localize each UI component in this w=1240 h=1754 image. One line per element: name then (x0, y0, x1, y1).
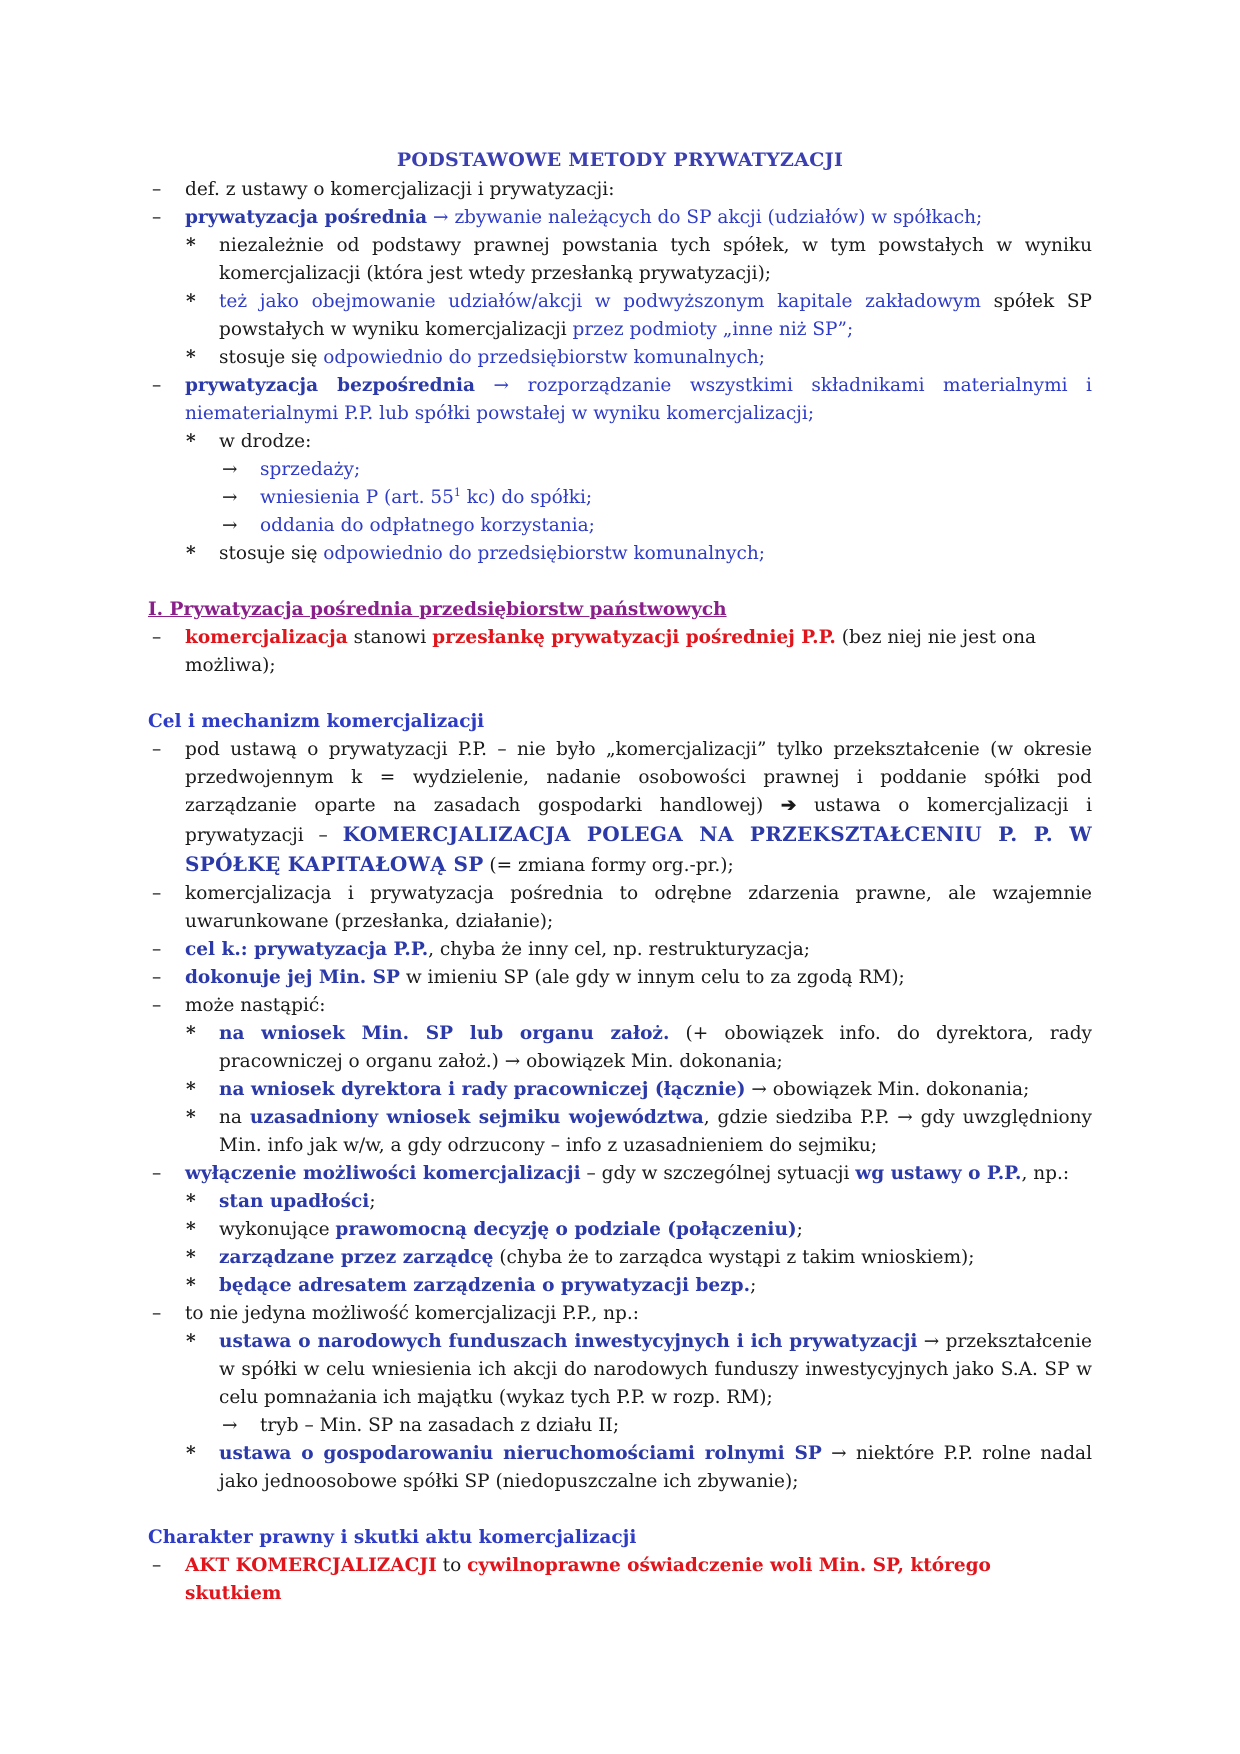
asterisk-marker: * (186, 1443, 196, 1464)
red-highlight: cywilnoprawne oświadczenie woli Min. SP, którego skutkiem (185, 1555, 991, 1604)
bullet-item (148, 1188, 1092, 1216)
bullet-text: niezależnie od podstawy prawnej powstania tych spółek, w tym powstałych w wyniku komercjalizacji (która jest wtedy przesłanką prywatyzacji); (219, 235, 1092, 284)
definition-bezposrednia: rozporządzanie wszystkimi składnikami materialnymi i niematerialnymi P.P. lub spółki powstałej w wyniku komercjalizacji; (185, 375, 1092, 424)
arrow-item (148, 484, 1092, 512)
bold-highlight: wyłączenie możliwości komercjalizacji (185, 1163, 581, 1184)
list-item (148, 880, 1092, 936)
bold-highlight: uzasadniony wniosek sejmiku województwa (249, 1107, 704, 1128)
bullet-item (148, 288, 1092, 344)
arrow-item-text: sprzedaży; (260, 459, 361, 480)
bullet-text: → przekształcenie w spółki w celu wniesienia ich akcji do narodowych funduszy inwestycyjnych jako S.A. SP w celu pomnażania ich majątku (wykaz tych P.P. w rozp. RM); (219, 1331, 1092, 1408)
list-item (148, 992, 1092, 1020)
bullet-item (148, 1076, 1092, 1104)
bullet-highlight: przez podmioty „inne niż SP”; (572, 319, 854, 340)
item-text: stanowi (347, 627, 433, 648)
dash-marker: – (152, 1555, 162, 1576)
list-item (148, 624, 1092, 680)
bullet-highlight: też jako obejmowanie udziałów/akcji w podwyższonym kapitale zakładowym (219, 291, 981, 312)
item-text: , np.: (1021, 1163, 1070, 1184)
bullet-highlight: odpowiednio do przedsiębiorstw komunalnych; (323, 347, 766, 368)
list-item (148, 1552, 1092, 1608)
item-text: (= zmiana formy org.-pr.); (483, 855, 734, 876)
bullet-text: , gdzie siedziba P.P. → gdy uwzględniony Min. info jak w/w, a gdy odrzucony – info z uzasadnieniem do sejmiku; (219, 1107, 1093, 1156)
dash-marker: – (152, 995, 162, 1016)
asterisk-marker: * (186, 347, 196, 368)
bullet-item (148, 232, 1092, 288)
arrow-marker: → (222, 1415, 238, 1436)
bullet-text: na (219, 1107, 250, 1128)
bold-highlight: ustawa o narodowych funduszach inwestycyjnych i ich prywatyzacji (219, 1331, 918, 1352)
arrow-glyph: → (433, 207, 449, 228)
arrow-item-text: wniesienia P (art. 55 (260, 487, 454, 508)
bullet-text: → niektóre P.P. rolne nadal jako jednoosobowe spółki SP (niedopuszczalne ich zbywanie); (219, 1443, 1092, 1492)
bullet-item (148, 1440, 1092, 1496)
dash-marker: – (152, 1163, 162, 1184)
bullet-item (148, 540, 1092, 568)
charakter-heading: Charakter prawny i skutki aktu komercjalizacji (148, 1527, 637, 1548)
bullet-item (148, 1244, 1092, 1272)
list-item (148, 936, 1092, 964)
bullet-item (148, 344, 1092, 372)
dash-marker: – (152, 375, 162, 396)
red-highlight: AKT KOMERCJALIZACJI (185, 1555, 437, 1576)
item-text: w imieniu SP (ale gdy w innym celu to za zgodą RM); (399, 967, 905, 988)
asterisk-marker: * (186, 1079, 196, 1100)
bold-highlight: będące adresatem zarządzenia o prywatyzacji bezp. (219, 1275, 751, 1296)
dash-marker: – (152, 207, 162, 228)
bullet-item (148, 1272, 1092, 1300)
caps-highlight: KOMERCJALIZACJA POLEGA NA PRZEKSZTAŁCENIU P. P. W SPÓŁKĘ KAPITAŁOWĄ SP (185, 822, 1092, 876)
bold-highlight: cel k.: prywatyzacja P.P. (185, 939, 429, 960)
dash-marker: – (152, 739, 162, 760)
bullet-item (148, 1216, 1092, 1244)
asterisk-marker: * (186, 1275, 196, 1296)
list-item-posrednia (148, 204, 1092, 232)
bold-highlight: na wniosek dyrektora i rady pracowniczej (łącznie) (219, 1079, 746, 1100)
bold-highlight: dokonuje jej Min. SP (185, 967, 400, 988)
dash-marker: – (152, 1303, 162, 1324)
dash-marker: – (152, 939, 162, 960)
bullet-text: stosuje się (219, 543, 324, 564)
arrow-item (148, 512, 1092, 540)
arrow-glyph: ➔ (780, 795, 797, 816)
bold-highlight: stan upadłości (219, 1191, 370, 1212)
arrow-marker: → (222, 515, 238, 536)
list-item (148, 1160, 1092, 1188)
arrow-marker: → (222, 459, 238, 480)
arrow-glyph: → (493, 375, 510, 396)
intro-text: def. z ustawy o komercjalizacji i prywatyzacji: (185, 179, 615, 200)
item-text: , chyba że inny cel, np. restrukturyzacja; (428, 939, 811, 960)
definition-posrednia: zbywanie należących do SP akcji (udziałów) w spółkach; (454, 207, 983, 228)
subsection-heading (148, 1524, 1092, 1552)
arrow-item (148, 1412, 1092, 1440)
bullet-item (148, 1020, 1092, 1076)
asterisk-marker: * (186, 235, 196, 256)
arrow-item (148, 456, 1092, 484)
asterisk-marker: * (186, 291, 196, 312)
bullet-text: w drodze: (219, 431, 312, 452)
asterisk-marker: * (186, 543, 196, 564)
bullet-item (148, 1328, 1092, 1412)
asterisk-marker: * (186, 1219, 196, 1240)
term-bezposrednia: prywatyzacja bezpośrednia (185, 375, 475, 396)
item-text: (bez niej nie jest ona możliwa); (185, 627, 1037, 676)
bullet-text: stosuje się (219, 347, 324, 368)
asterisk-marker: * (186, 431, 196, 452)
term-posrednia: prywatyzacja pośrednia (185, 207, 428, 228)
asterisk-marker: * (186, 1191, 196, 1212)
section-heading (148, 596, 1092, 624)
list-item (148, 1300, 1092, 1328)
subsection-heading (148, 708, 1092, 736)
red-highlight: komercjalizacja (185, 627, 348, 648)
item-text: pod ustawą o prywatyzacji P.P. – nie było „komercjalizacji” tylko przekształcenie (w okresie przedwojennym k = wydzielenie, nadanie osobowości prawnej i poddanie spółki pod zarządzanie oparte na zasadach gospodarki handlowej) (185, 739, 1092, 816)
bullet-text: ; (796, 1219, 803, 1240)
asterisk-marker: * (186, 1107, 196, 1128)
asterisk-marker: * (186, 1331, 196, 1352)
bullet-text: → obowiązek Min. dokonania; (745, 1079, 1030, 1100)
bullet-text: ; (369, 1191, 376, 1212)
item-text: to (436, 1555, 468, 1576)
bullet-text: wykonujące (219, 1219, 336, 1240)
asterisk-marker: * (186, 1247, 196, 1268)
item-text: – gdy w szczególnej sytuacji (580, 1163, 856, 1184)
bullet-text: (+ obowiązek info. do dyrektora, rady pracowniczej o organu założ.) → obowiązek Min. dokonania; (219, 1023, 1093, 1072)
bold-highlight: wg ustawy o P.P. (855, 1163, 1022, 1184)
cel-heading: Cel i mechanizm komercjalizacji (148, 711, 485, 732)
red-highlight: przesłankę prywatyzacji pośredniej P.P. (432, 627, 836, 648)
bullet-text: ; (750, 1275, 757, 1296)
list-item (148, 964, 1092, 992)
superscript: 1 (453, 485, 461, 499)
bold-highlight: prawomocną decyzję o podziale (połączeniu) (335, 1219, 797, 1240)
bullet-text: spółek SP powstałych w wyniku komercjalizacji (219, 291, 1093, 340)
dash-marker: – (152, 883, 162, 904)
item-text: ustawa o komercjalizacji i prywatyzacji – (185, 795, 1092, 846)
bullet-item (148, 428, 1092, 456)
bold-highlight: zarządzane przez zarządcę (219, 1247, 494, 1268)
bullet-item (148, 1104, 1092, 1160)
arrow-marker: → (222, 487, 238, 508)
list-item (148, 736, 1092, 880)
dash-marker: – (152, 179, 162, 200)
document-body (148, 176, 1092, 1608)
bold-highlight: na wniosek Min. SP lub organu założ. (219, 1023, 670, 1044)
item-text: to nie jedyna możliwość komercjalizacji P.P., np.: (185, 1303, 639, 1324)
item-text: komercjalizacja i prywatyzacja pośrednia to odrębne zdarzenia prawne, ale wzajemnie uwarunkowane (przesłanka, działanie); (185, 883, 1092, 932)
dash-marker: – (152, 627, 162, 648)
bullet-text: (chyba że to zarządca wystąpi z takim wnioskiem); (493, 1247, 975, 1268)
bullet-highlight: odpowiednio do przedsiębiorstw komunalnych; (323, 543, 766, 564)
section-1-heading: I. Prywatyzacja pośrednia przedsiębiorstw państwowych (148, 599, 727, 620)
list-item-bezposrednia (148, 372, 1092, 428)
list-item-intro (148, 176, 1092, 204)
asterisk-marker: * (186, 1023, 196, 1044)
item-text: może nastąpić: (185, 995, 326, 1016)
arrow-item-text: tryb – Min. SP na zasadach z działu II; (260, 1415, 620, 1436)
arrow-item-text: oddania do odpłatnego korzystania; (260, 515, 595, 536)
arrow-item-text: kc) do spółki; (460, 487, 593, 508)
document-title: PODSTAWOWE METODY PRYWATYZACJI (396, 149, 844, 171)
dash-marker: – (152, 967, 162, 988)
bold-highlight: ustawa o gospodarowaniu nieruchomościami rolnymi SP (219, 1443, 822, 1464)
